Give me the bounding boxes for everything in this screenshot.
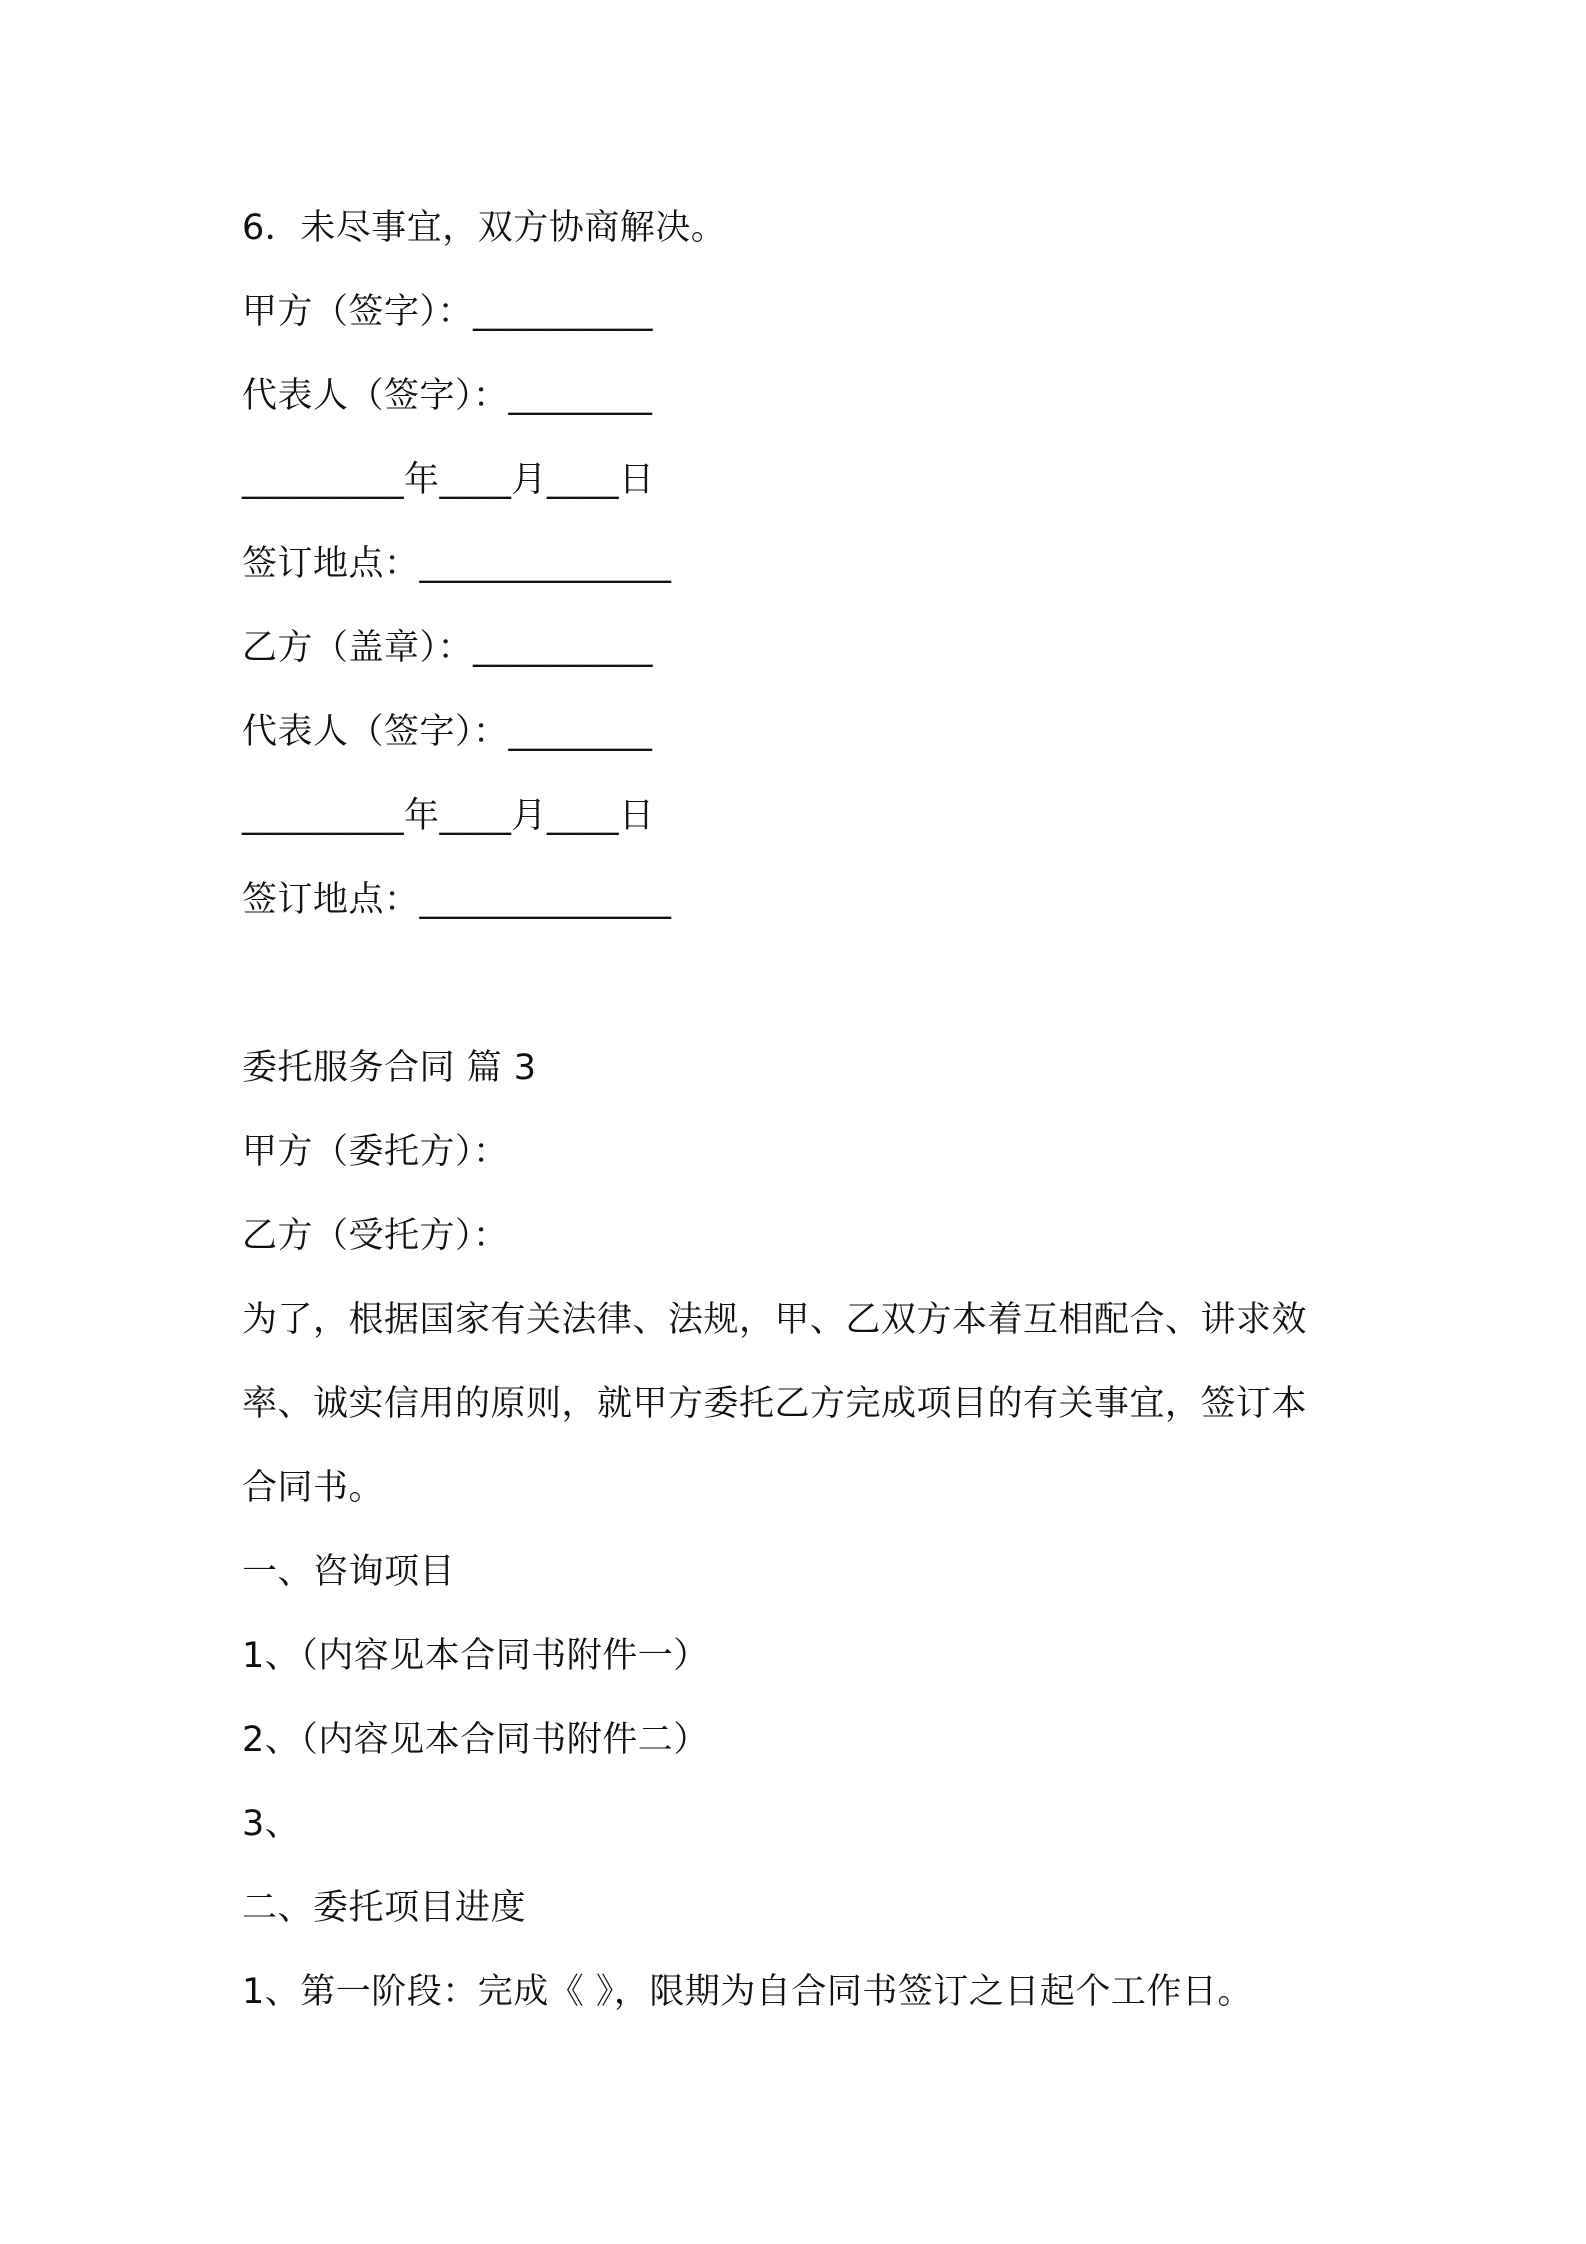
party-a-client: 甲方（委托方）： — [242, 1132, 509, 1172]
party-a-date: _________年____月____日 — [242, 460, 655, 500]
item-1-1: 1、（内容见本合同书附件一） — [242, 1636, 709, 1676]
preamble-line-3: 合同书。 — [242, 1468, 385, 1508]
section-title: 委托服务合同 篇 3 — [242, 1048, 537, 1088]
heading-consulting-items: 一、咨询项目 — [242, 1552, 456, 1592]
party-b-date: _________年____月____日 — [242, 796, 655, 836]
party-b-seal: 乙方（盖章）：__________ — [242, 628, 654, 668]
item-1-2: 2、（内容见本合同书附件二） — [242, 1720, 709, 1760]
preamble-line-1: 为了，根据国家有关法律、法规，甲、乙双方本着互相配合、讲求效 — [242, 1300, 1308, 1340]
clause-6: 6．未尽事宜，双方协商解决。 — [242, 208, 727, 248]
party-a-sign-place: 签订地点：______________ — [242, 544, 672, 584]
preamble-line-2: 率、诚实信用的原则，就甲方委托乙方完成项目的有关事宜，签订本 — [242, 1384, 1308, 1424]
party-a-signature: 甲方（签字）：__________ — [242, 292, 654, 332]
party-a-rep-signature: 代表人（签字）：________ — [242, 376, 653, 416]
party-b-rep-signature: 代表人（签字）：________ — [242, 712, 653, 752]
item-1-3: 3、 — [242, 1804, 301, 1844]
item-2-1: 1、第一阶段：完成《 》，限期为自合同书签订之日起个工作日。 — [242, 1972, 1253, 2012]
party-b-sign-place: 签订地点：______________ — [242, 880, 672, 920]
party-b-trustee: 乙方（受托方）： — [242, 1216, 509, 1256]
heading-project-schedule: 二、委托项目进度 — [242, 1888, 527, 1928]
